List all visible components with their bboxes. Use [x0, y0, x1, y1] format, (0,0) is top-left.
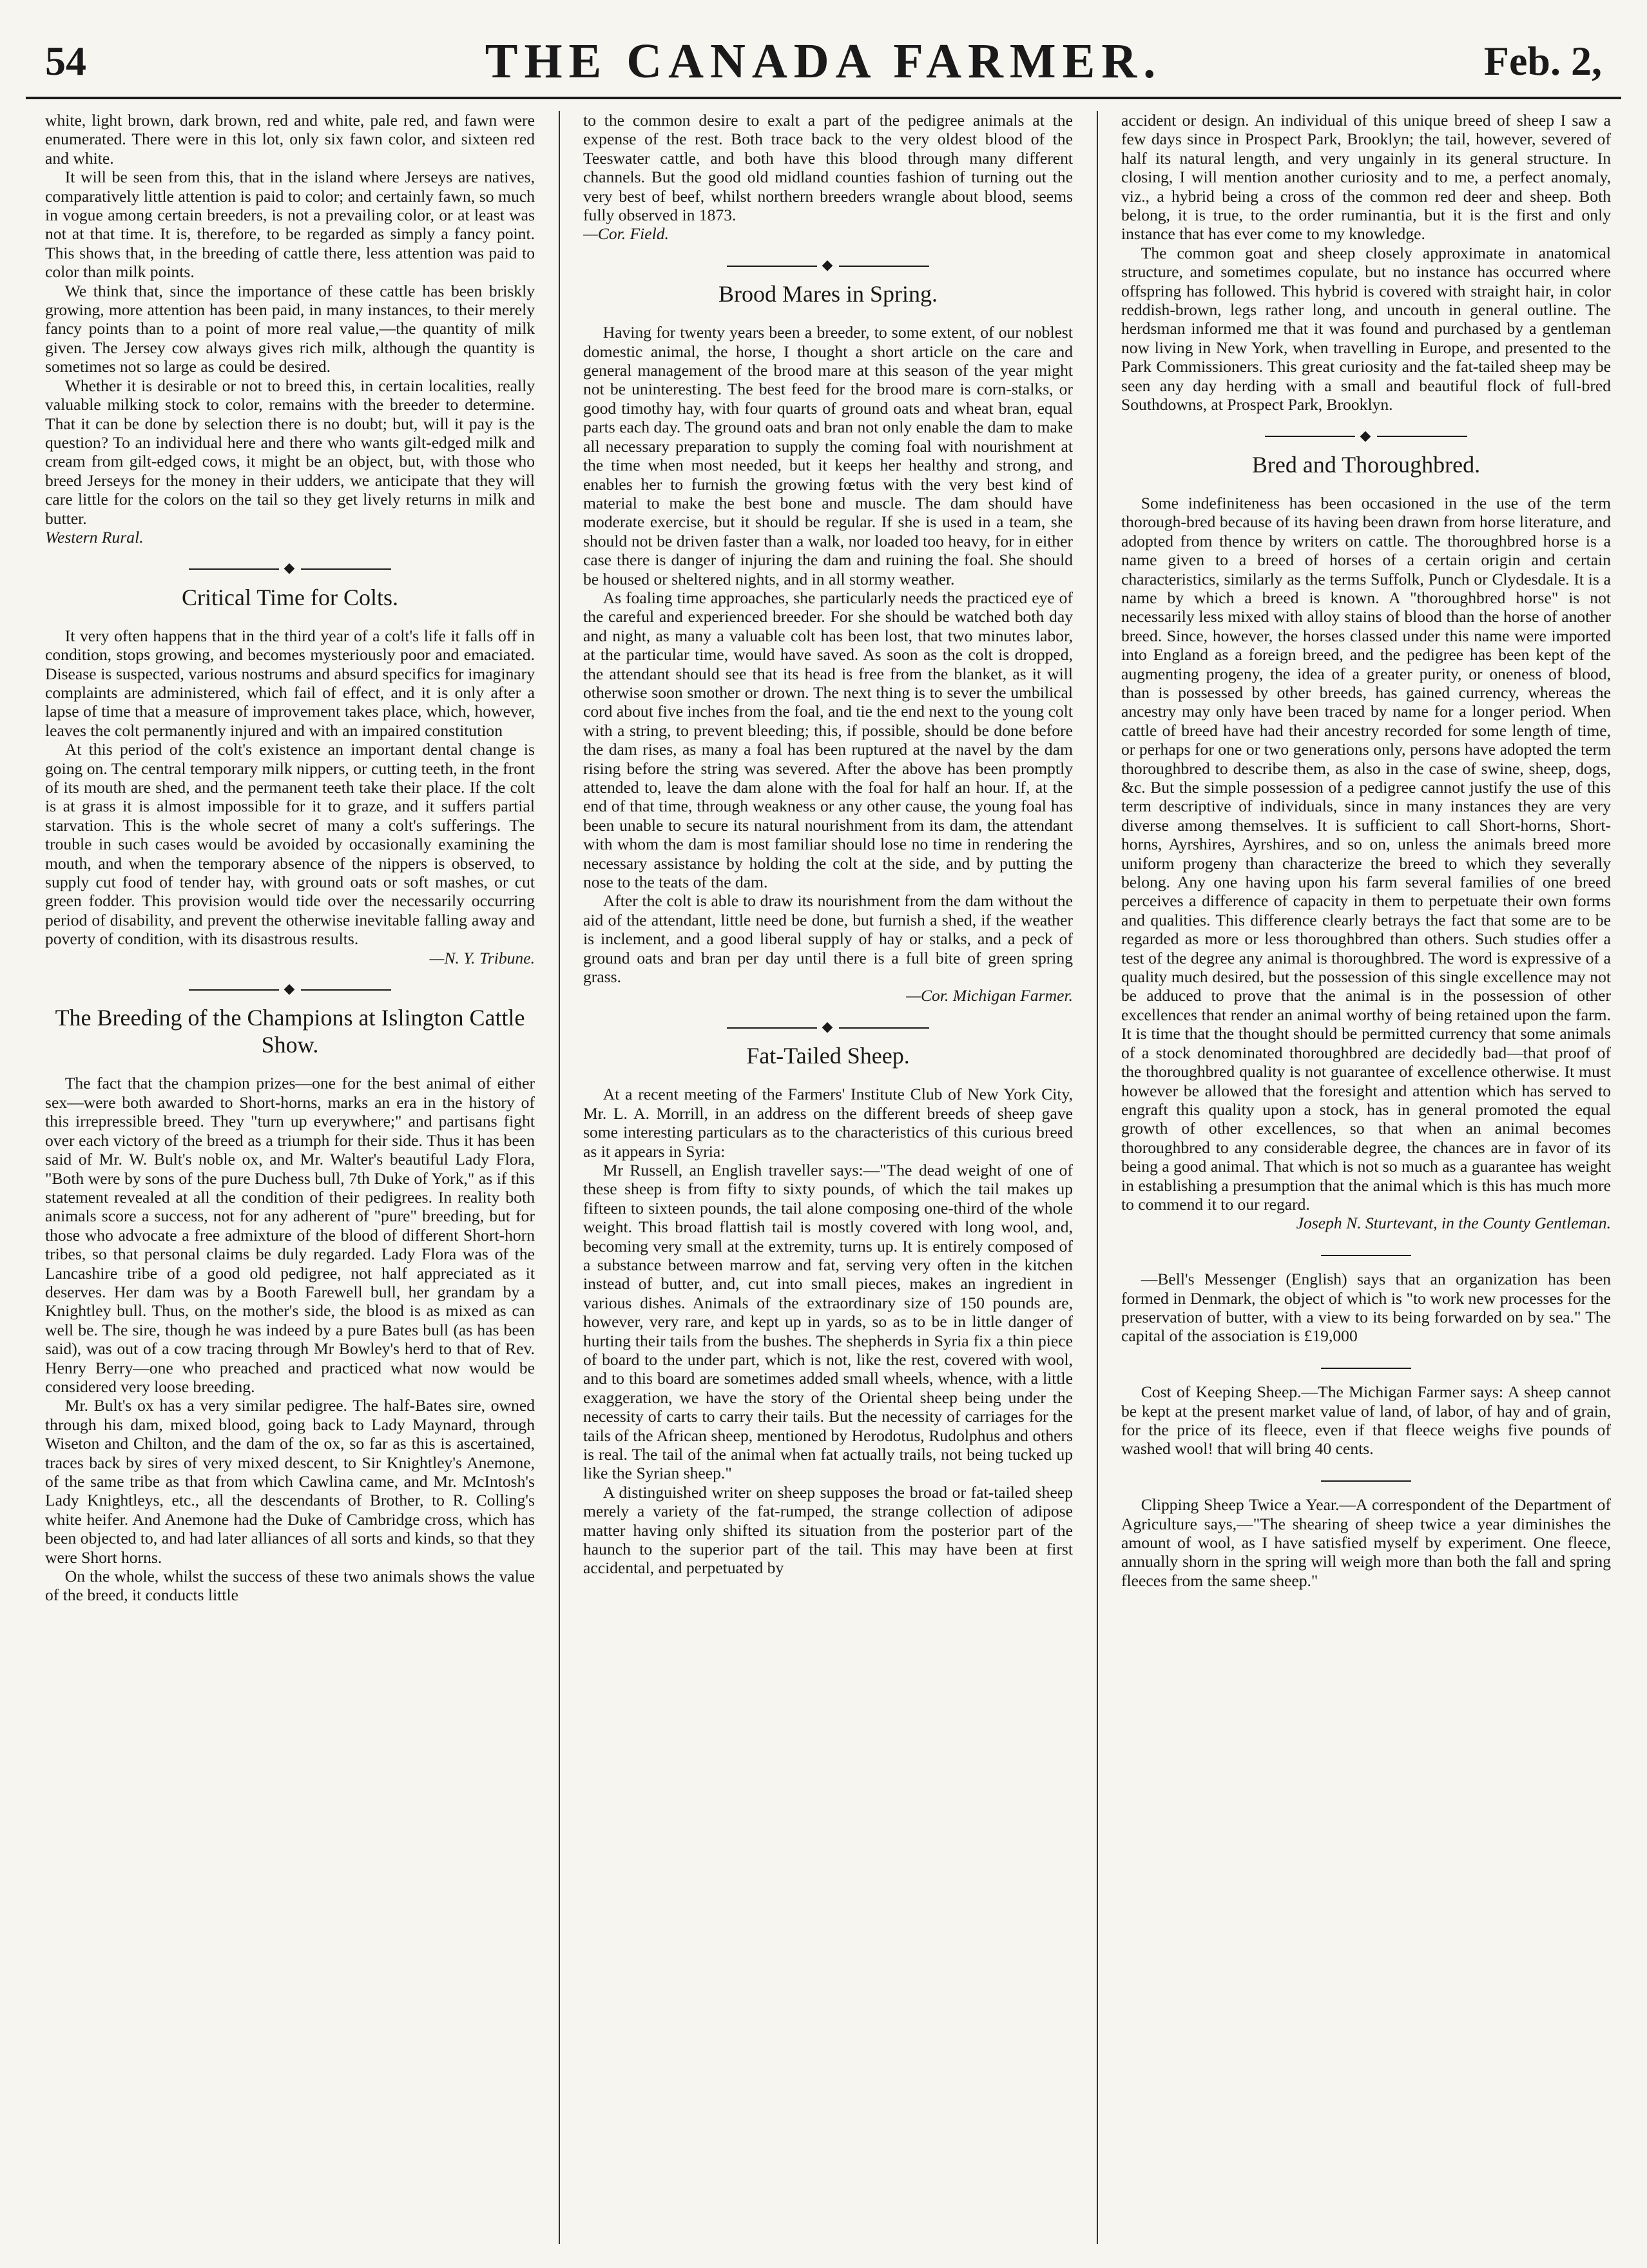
section-divider: ◆ — [583, 1017, 1073, 1036]
paragraph: At a recent meeting of the Farmers' Institute Club of New York City, Mr. L. A. Morrill, in an address on the different breeds of sheep gave some interesting particulars as to the characteristics of this curious breed as it appears in Syria: — [583, 1085, 1073, 1161]
newspaper-title: THE CANADA FARMER. — [485, 34, 1162, 88]
source-credit: —Cor. Michigan Farmer. — [906, 986, 1073, 1005]
paragraph: On the whole, whilst the success of these two animals shows the value of the breed, it conducts little — [45, 1567, 535, 1605]
paragraph: Having for twenty years been a breeder, to some extent, of our noblest domestic animal, the horse, I thought a short article on the care and general management of the brood mare at this season of the year might not be uninteresting. The best feed for the brood mare is corn-stalks, or good timothy hay, with four quarts of ground oats and wheat bran, equal parts each day. The ground oats and bran not only enable the dam to make all necessary preparation to supply the coming foal with nourishment at the time when most needed, but it keeps her healthy and strong, and enables her to furnish the growing fœtus with the very best kind of material to make the best bone and muscle. The dam should have moderate exercise, but it should be regular. If she is used in a team, she should not be driven faster than a walk, nor loaded too heavy, for in either case there is danger of injuring the dam and ruining the foal. She should be housed or sheltered nights, and in all stormy weather. — [583, 323, 1073, 588]
paragraph: After the colt is able to draw its nourishment from the dam without the aid of the attendant, little need be done, but furnish a shed, if the weather is inclement, and a good liberal supply of hay or stalks, and a peck of ground oats and bran per day until there is a full bite of green spring grass. — [583, 891, 1073, 987]
article-heading: The Breeding of the Champions at Islington Cattle Show. — [55, 1005, 525, 1058]
article-heading: Brood Mares in Spring. — [718, 281, 938, 307]
masthead — [26, 19, 1621, 99]
paragraph: Whether it is desirable or not to breed this, in certain localities, really valuable milking stock to color, remains with the breeder to determine. That it can be done by selection there is no doubt; but, will it pay is the question? To an individual here and there who wants gilt-edged milk and cream from gilt-edged cows, it might be an object, but, with those who breed Jerseys for the money in their udders, we anticipate that they will care little for the colors on the tail so they get lively returns in milk and butter. — [45, 376, 535, 528]
paragraph: The fact that the champion prizes—one for the best animal of either sex—were both awarded to Short-horns, marks an era in the history of this irrepressible breed. They "turn up everywhere;" and partisans fight over each victory of the breed as a triumph for their side. Thus it has been said of Mr. W. Bult's noble ox, and Mr. Walter's beautiful Lady Flora, "Both were by sons of the pure Duchess bull, 7th Duke of York," as if this statement revealed at all the condition of their pedigrees. In reality both animals score a success, not for any adherent of "pure" breeding, but for those who advocate a free admixture of the blood of different Short-horn tribes, so that personal claims be duly regarded. Lady Flora was of the Lancashire tribe of a good old pedigree, not half appreciated as it deserves. Her dam was by a Booth Farewell bull, her grandam by a Knightley bull. Thus, on the mother's side, the blood is as mixed as can well be. The sire, though he was indeed by a pure Bates bull (as has been said), was out of a cow tracing through Mr Bowley's herd to that of Rev. Henry Berry—one who preached and practiced what now would be considered very loose breeding. — [45, 1074, 535, 1396]
paragraph: It will be seen from this, that in the island where Jerseys are natives, comparatively little attention is paid to color; and certainly fawn, so much in vogue among certain breeders, is not a prevailing color, or at least was not at that time. It is, therefore, to be regarded as simply a fancy point. This shows that, in the breeding of cattle there, less attention was paid to color than milk points. — [45, 168, 535, 282]
paragraph: Cost of Keeping Sheep.—The Michigan Farmer says: A sheep cannot be kept at the present market value of land, of labor, of hay and of grain, for the price of its fleece, even if that fleece weighs five pounds of washed wool! that will bring 40 cents. — [1121, 1382, 1611, 1459]
section-divider — [1121, 1470, 1611, 1489]
article-heading: Bred and Thoroughbred. — [1251, 451, 1481, 478]
paragraph: It very often happens that in the third year of a colt's life it falls off in condition, stops growing, and becomes mysteriously poor and emaciated. Disease is suspected, various nostrums and absurd specifics for imaginary complaints are administered, which fail of effect, and it is only after a lapse of time that a measure of improvement takes place, which, however, leaves the colt permanently injured and with an impaired constitution — [45, 626, 535, 740]
paragraph: We think that, since the importance of these cattle has been briskly growing, more attention has been paid, in many instances, to their merely fancy points than to a point of more real value,—the quantity of milk given. The Jersey cow always gives rich milk, although the quantity is sometimes not so large as could be desired. — [45, 281, 535, 376]
paragraph: Mr Russell, an English traveller says:—"The dead weight of one of these sheep is from fifty to sixty pounds, of which the tail makes up fifteen to sixteen pounds, the tail alone composing one-third of the whole weight. This broad flattish tail is mostly covered with long wool, and, becoming very small at the extremity, turns up. It is entirely composed of a substance between marrow and fat, serving very often in the kitchen instead of butter, and, cut into small pieces, makes an ingredient in various dishes. Animals of the extraordinary size of 150 pounds are, however, very rare, and kept up in yards, so as to be in little danger of hurting their tails from the bushes. The shepherds in Syria fix a thin piece of board to the under part, which is not, like the rest, covered with wool, and to this board are sometimes added small wheels, whence, with a little exaggeration, we have the story of the Oriental sheep being under the necessity of carts to carry their tails. But the necessity of carriages for the tails of the African sheep, mentioned by Herodotus, Rudolphus and others is real. The tail of the animal when fat actually trails, not being tucked up like the Syrian sheep." — [583, 1160, 1073, 1483]
section-divider: ◆ — [45, 558, 535, 577]
paragraph: Some indefiniteness has been occasioned in the use of the term thorough-bred because of its having been drawn from horse literature, and adopted from thence by writers on cattle. The thoroughbred horse is a name given to a breed of horses of a certain origin and certain characteristics, similarly as the terms Suffolk, Punch or Clydesdale. It is a name by which a breed is known. A "thoroughbred horse" is not necessarily less mixed with alloy stains of blood than the horse of another breed. Since, however, the horses classed under this name were imported into England as a foreign breed, and the pedigree has been kept of the augmenting progeny, the idea of a greater purity, or oneness of blood, than is possessed by other breeds, has gained currency, whereas the ancestry may only have been traced by name for a longer period. When cattle of breed have had their ancestry recorded for some length of time, or perhaps for one or two generations only, persons have adopted the term thoroughbred to describe them, as also in the case of swine, sheep, dogs, &c. But the simple possession of a pedigree cannot justify the use of this term descriptive of individuals, since in many instances they are very diverse among themselves. It is sufficient to call Short-horns, Short-horns, Ayrshires, Ayrshires, and so on, unless the animals breed more uniform progeny than characterize the breed to which they severally belong. Any one having upon his farm several families of one breed perceives a difference of capacity in them to perpetuate their own forms and qualities. This difference clearly betrays the fact that some are to be regarded as more or less thoroughbred than others. Such studies offer a test of the degree any animal is thoroughbred. The word is expressive of a quality much desired, but the possession of this single excellence may not be adduced to prove that the animal is in the possession of other excellences that render an animal worthy of being retained upon the farm. It is time that the thought should be permitted currency that some animals of a stock denominated thoroughbred are decidedly bad—that proof of the thoroughbred quality is not guarantee of excellence otherwise. It must however be allowed that the foresight and attention which has served to engraft this quality upon a stock, has in general promoted the equal growth of other excellences, so that when an animal becomes thoroughbred to any considerable degree, the chances are in favor of its being a good animal. That which is not so much as a guarantee has weight in establishing a presumption that the animal which is this has much more to commend it to our regard. — [1121, 493, 1611, 1214]
section-divider: ◆ — [45, 979, 535, 998]
paragraph: Clipping Sheep Twice a Year.—A correspondent of the Department of Agriculture says,—"The shearing of sheep twice a year diminishes the amount of wool, as I have satisfied myself by experiment. One fleece, annually shorn in the spring will weigh more than both the fall and spring fleeces from the same sheep." — [1121, 1495, 1611, 1590]
article-heading: Critical Time for Colts. — [181, 584, 399, 610]
section-divider: ◆ — [583, 255, 1073, 274]
column-1 — [45, 111, 535, 2244]
paragraph: —Bell's Messenger (English) says that an organization has been formed in Denmark, the object of which is "to work new processes for the preservation of butter, with a view to its being forwarded on by sea." The capital of the association is £19,000 — [1121, 1270, 1611, 1346]
source-credit: —Cor. Field. — [583, 224, 669, 244]
paragraph: The common goat and sheep closely approximate in anatomical structure, and sometimes copulate, but no instance has occurred where offspring has followed. This hybrid is covered with straight hair, in color reddish-brown, legs rather long, and uncouth in general outline. The herdsman informed me that it was found and purchased by a gentleman now living in New York, when travelling in Europe, and presented to the Park Commissioners. This great curiosity and the fat-tailed sheep may be seen any day herding with a small and beautiful flock of full-bred Southdowns, at Prospect Park, Brooklyn. — [1121, 243, 1611, 414]
paragraph: A distinguished writer on sheep supposes the broad or fat-tailed sheep merely a variety of the fat-rumped, the strange collection of adipose matter having only shifted its situation from the posterior part of the haunch to the superior part of the tail. This may have been at first accidental, and perpetuated by — [583, 1482, 1073, 1578]
section-divider: ◆ — [1121, 426, 1611, 445]
article-heading: Fat-Tailed Sheep. — [746, 1043, 910, 1069]
section-divider — [1121, 1245, 1611, 1263]
source-credit: —N. Y. Tribune. — [429, 948, 535, 967]
column-3 — [1121, 111, 1611, 2244]
source-credit: Western Rural. — [45, 527, 144, 547]
paragraph: At this period of the colt's existence an important dental change is going on. The central temporary milk nippers, or cutting teeth, in the front of its mouth are shed, and the permanent teeth take their place. If the colt is at grass it is almost impossible for it to graze, and it suffers partial starvation. This is the whole secret of many a colt's sufferings. The trouble in such cases would be avoided by occasionally examining the mouth, and when the temporary absence of the nippers is observed, to supply cut food of tender hay, with ground oats or soft mashes, or cut green fodder. This provision would tide over the necessarily occurring period of disability, and prevent the otherwise inevitable falling away and poverty of condition, with its disastrous results. — [45, 740, 535, 949]
paragraph: to the common desire to exalt a part of the pedigree animals at the expense of the rest. Both trace back to the very oldest blood of the Teeswater cattle, and both have this blood through many different channels. But the good old midland counties fashion of turning out the very best of beef, whilst northern breeders wrangle about blood, seems fully observed in 1873. — [583, 111, 1073, 225]
paragraph: As foaling time approaches, she particularly needs the practiced eye of the careful and experienced breeder. For she should be watched both day and night, as many a valuable colt has been lost, that two minutes labor, at the particular time, would have saved. As soon as the colt is dropped, the attendant should see that its head is free from the blanket, as it will otherwise soon smother or drown. The next thing is to sever the umbilical cord about five inches from the foal, and tie the end next to the young colt with a string, to prevent bleeding; this, if possible, should be done before the dam rises, as many a foal has been ruptured at the navel by the dam rising before the string was severed. After the above has been promptly attended to, leave the dam alone with the foal for half an hour. If, at the end of that time, through weakness or any other cause, the young foal has been unable to secure its natural nourishment from its dam, the attendant with whom the dam is most familiar should lose no time in rendering the necessary assistance by holding the colt at the side, and by putting the nose to the teats of the dam. — [583, 588, 1073, 892]
issue-date: Feb. 2, — [1483, 38, 1602, 84]
author-signature: Joseph N. Sturtevant, in the County Gentleman. — [1296, 1214, 1611, 1233]
article-columns — [45, 111, 1611, 2244]
column-rule — [559, 111, 560, 2244]
section-divider — [1121, 1357, 1611, 1376]
page-number: 54 — [45, 38, 86, 84]
column-rule — [1097, 111, 1098, 2244]
paragraph: accident or design. An individual of this unique breed of sheep I saw a few days since in Prospect Park, Brooklyn; the tail, however, severed of half its natural length, and very ungainly in its general structure. In closing, I will mention another curiosity and to me, a perfect anomaly, viz., a hybrid being a cross of the common red deer and sheep. Both belong, it is true, to the order ruminantia, but it is the first and only instance that has ever come to my knowledge. — [1121, 111, 1611, 244]
paragraph: Mr. Bult's ox has a very similar pedigree. The half-Bates sire, owned through his dam, mixed blood, going back to Lady Maynard, through Wiseton and Chilton, and the dam of the ox, so far as this is ascertained, traces back by sires of very mixed descent, to Sir Knightley's Anemone, of the same tribe as that from which Cawlina came, and Mr. McIntosh's Lady Knightleys, etc., all the descendants of Brother, to R. Colling's white heifer. And Anemone had the Duke of Cambridge cross, which has been objected to, and had later alliances of all sorts and kinds, so that they were Short horns. — [45, 1396, 535, 1567]
column-2 — [583, 111, 1073, 2244]
paragraph: white, light brown, dark brown, red and white, pale red, and fawn were enumerated. There were in this lot, only six fawn color, and sixteen red and white. — [45, 111, 535, 168]
